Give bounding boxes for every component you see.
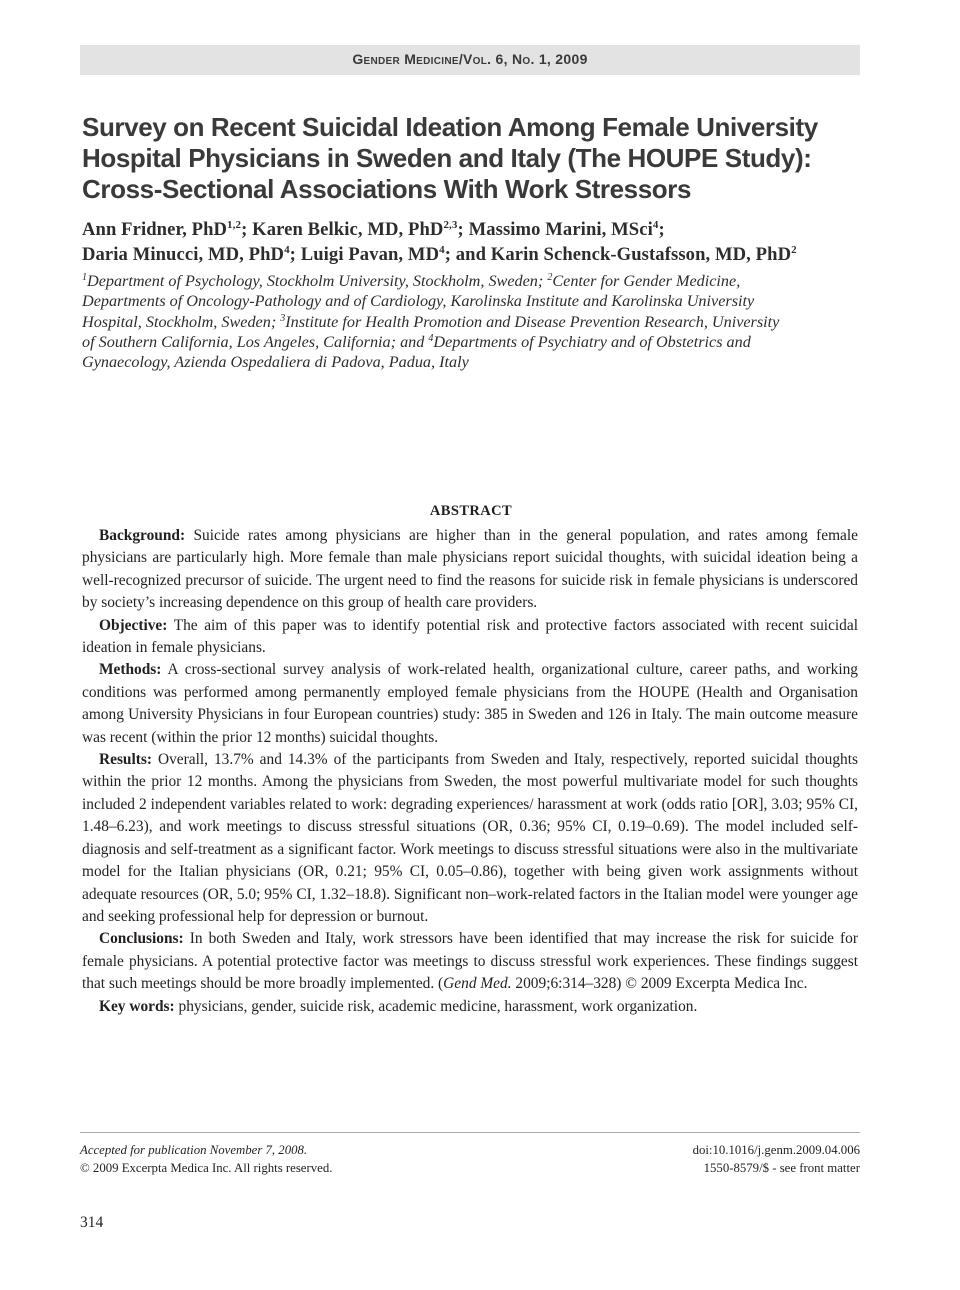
author-name: Daria Minucci, MD, PhD	[82, 244, 285, 265]
section-label: Key words:	[99, 997, 175, 1015]
author-affiliation-marker: 2,3	[443, 219, 458, 231]
doi[interactable]: doi:10.1016/j.genm.2009.04.006	[692, 1143, 860, 1157]
author-separator: ;	[658, 219, 665, 240]
issn: 1550-8579/$ - see front matter	[703, 1161, 860, 1175]
section-label: Results:	[99, 751, 153, 769]
abstract-heading: ABSTRACT	[429, 503, 513, 519]
affiliation-marker: 2	[547, 272, 553, 283]
author-separator: ;	[289, 244, 301, 265]
abstract-conclusions	[82, 928, 858, 995]
section-text: A cross-sectional survey analysis of work-related health, organizational culture, career paths, and working conditions was performed among permanently employed female physicians from the HOUPE (Health and Organisation among University Physicians in four European countries) study: 385 in Sweden and 126 in Italy. The main outcome measure was recent (within the prior 12 months) suicidal thoughts.	[82, 661, 858, 746]
title-line: Cross-Sectional Associations With Work Stressors	[82, 174, 692, 204]
author-name: Massimo Marini, MSci	[468, 219, 653, 240]
footer-divider	[80, 1132, 860, 1133]
author-line	[82, 242, 872, 267]
author-affiliation-marker: 4	[284, 244, 290, 256]
author-name: Ann Fridner, PhD	[82, 219, 228, 240]
section-text: Suicide rates among physicians are higher than in the general population, and rates among female physicians are particularly high. More female than male physicians report suicidal thoughts, with suicidal ideation being a well-recognized precursor of suicide. The urgent need to find the reasons for suicide risk in female physicians is underscored by society’s increasing dependence on this group of health care providers.	[82, 527, 858, 612]
author-list	[82, 217, 872, 267]
affiliation-line	[82, 271, 852, 291]
title-line: Hospital Physicians in Sweden and Italy (The HOUPE Study):	[82, 143, 812, 173]
affiliation-marker: 4	[428, 332, 434, 344]
affiliation-text: Hospital, Stockholm, Sweden;	[82, 312, 281, 331]
affiliations	[82, 271, 852, 372]
author-name: Luigi Pavan, MD	[300, 244, 440, 265]
keywords-text: physicians, gender, suicide risk, academic medicine, harassment, work organization.	[174, 997, 698, 1015]
author-affiliation-marker: 1,2	[227, 219, 242, 231]
section-label: Objective:	[99, 616, 168, 634]
page-number: 314	[80, 1214, 104, 1231]
affiliation-text: Departments of Psychiatry and of Obstetrics and	[433, 332, 751, 351]
abstract-body	[82, 525, 858, 1018]
title-line: Survey on Recent Suicidal Ideation Among Female University	[82, 112, 818, 142]
affiliation-line	[82, 312, 852, 332]
affiliation-line: Gynaecology, Azienda Ospedaliera di Padova, Padua, Italy	[82, 353, 469, 372]
affiliation-text: of Southern California, Los Angeles, California; and	[82, 332, 429, 351]
abstract-methods	[82, 659, 858, 749]
author-affiliation-marker: 4	[652, 219, 659, 231]
author-name: Karen Belkic, MD, PhD	[252, 219, 444, 240]
abstract-background	[82, 525, 858, 615]
section-label: Background:	[99, 527, 186, 544]
author-name: and Karin Schenck-Gustafsson, MD, PhD	[455, 244, 792, 265]
abstract-objective	[82, 615, 858, 660]
affiliation-text: Center for Gender Medicine,	[552, 272, 741, 290]
affiliation-text: Institute for Health Promotion and Disease Prevention Research, University	[285, 312, 780, 331]
section-text: Overall, 13.7% and 14.3% of the participants from Sweden and Italy, respectively, reported suicidal thoughts within the prior 12 months. Among the physicians from Sweden, the most powerful multivariate model for such thoughts included 2 independent variables related to work: degrading experiences/ harassment at work (odds ratio [OR], 3.03; 95% CI, 1.48–6.23), and work meetings to discuss stressful situations (OR, 0.36; 95% CI, 0.19–0.69). The model included self-diagnosis and self-treatment as a significant factor. Work meetings to discuss stressful situations were also in the multivariate model for the Italian physicians (OR, 0.21; 95% CI, 0.05–0.86), together with being given work assignments without adequate resources (OR, 5.0; 95% CI, 1.32–18.8). Significant non–work-related factors in the Italian model were younger age and seeking professional help for depression or burnout.	[82, 751, 858, 925]
affiliation-line: Departments of Oncology-Pathology and of Cardiology, Karolinska Institute and Karolinska University	[82, 292, 755, 311]
citation-details: 2009;6:314–328) © 2009 Excerpta Medica Inc.	[511, 975, 808, 993]
affiliation-marker: 1	[82, 272, 87, 283]
footer-left	[80, 1141, 332, 1177]
section-text: The aim of this paper was to identify potential risk and protective factors associated with recent suicidal ideation in female physicians.	[82, 616, 858, 657]
abstract-keywords	[82, 996, 858, 1018]
footer-right	[693, 1141, 860, 1177]
section-label: Methods:	[99, 661, 162, 679]
citation-journal: Gend Med.	[443, 975, 512, 993]
author-affiliation-marker: 2	[791, 244, 797, 256]
author-affiliation-marker: 4	[439, 244, 445, 256]
affiliation-text: Department of Psychology, Stockholm University, Stockholm, Sweden;	[87, 272, 548, 290]
copyright-notice: © 2009 Excerpta Medica Inc. All rights reserved.	[80, 1161, 333, 1175]
author-line	[82, 217, 872, 242]
affiliation-line	[82, 332, 852, 352]
article-title	[82, 112, 872, 205]
accepted-date: Accepted for publication November 7, 2008.	[80, 1143, 308, 1157]
affiliation-marker: 3	[280, 312, 286, 324]
section-text: In both Sweden and Italy, work stressors have been identified that may increase the risk for suicide for female physicians. A potential protective factor was meetings to discuss stressful work experiences. These findings suggest that such meetings should be more broadly implemented. (	[82, 930, 858, 993]
author-separator: ;	[457, 219, 469, 240]
journal-running-header: Gender Medicine/Vol. 6, No. 1, 2009	[352, 51, 588, 67]
section-label: Conclusions:	[99, 930, 184, 948]
abstract-results	[82, 749, 858, 928]
author-separator: ;	[444, 244, 456, 265]
author-separator: ;	[241, 219, 253, 240]
